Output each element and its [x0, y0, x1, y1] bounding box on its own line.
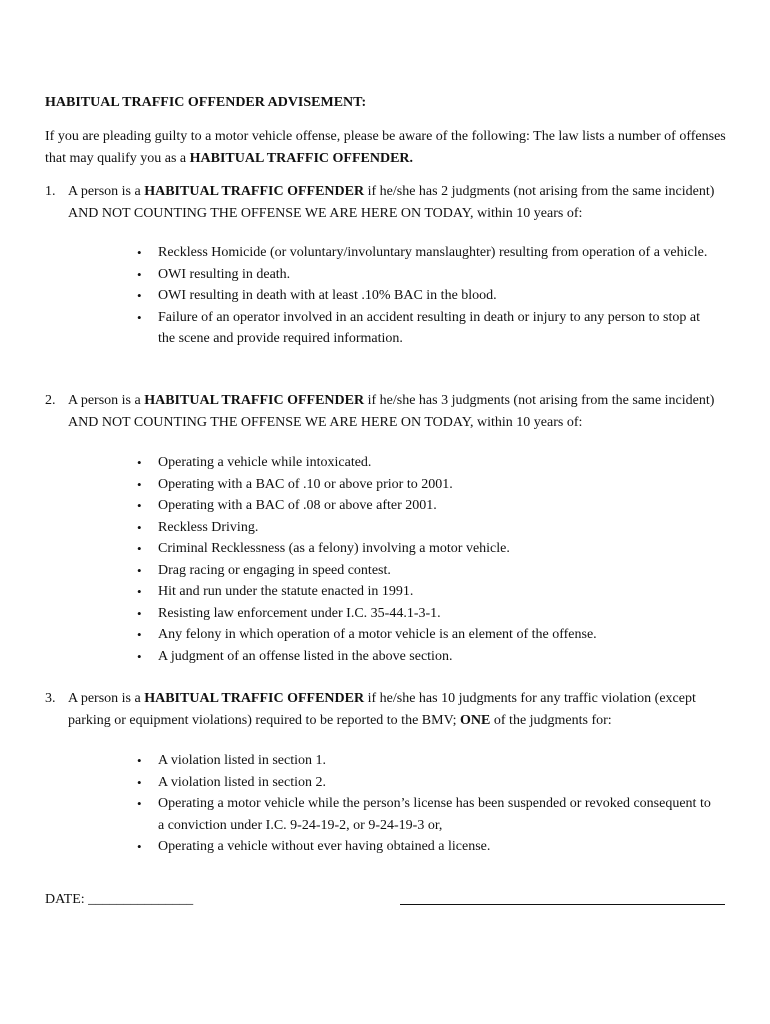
section-3-rest2: of the judgments for:: [490, 712, 612, 728]
bullet-icon: •: [137, 796, 142, 811]
list-item-text: A violation listed in section 1.: [158, 753, 326, 768]
list-item: [135, 517, 715, 539]
list-item: [135, 836, 715, 858]
bullet-icon: •: [137, 455, 142, 470]
list-item-text: Operating a motor vehicle while the person’s license has been suspended or revoked consequent to a conviction under I.C. 9-24-19-2, or 9-24-19-3 or,: [158, 796, 711, 833]
list-item-text: A judgment of an offense listed in the above section.: [158, 648, 453, 664]
section-1-bold: HABITUAL TRAFFIC OFFENDER: [144, 184, 365, 199]
list-item-text: Reckless Homicide (or voluntary/involuntary manslaughter) resulting from operation of a vehicle.: [158, 245, 708, 260]
bullet-icon: •: [137, 309, 142, 325]
list-item-text: Operating a vehicle while intoxicated.: [158, 455, 372, 470]
section-3-bold: HABITUAL TRAFFIC OFFENDER: [144, 691, 365, 706]
bullet-icon: •: [137, 288, 142, 303]
list-item-text: Reckless Driving.: [158, 519, 259, 535]
bullet-icon: •: [137, 753, 142, 768]
section-3-bold2: ONE: [460, 712, 491, 728]
bullet-icon: •: [137, 605, 142, 621]
list-item: [135, 624, 715, 646]
list-item: [135, 495, 715, 517]
section-3-rest: if he/she has 10 judgments for any traffic violation (except parking or equipment violations) required to be reported to the BMV;: [68, 691, 696, 728]
list-item: [135, 474, 715, 496]
list-item: [135, 603, 715, 625]
bullet-icon: •: [137, 245, 142, 260]
list-item-text: Drag racing or engaging in speed contest.: [158, 562, 391, 578]
bullet-icon: •: [137, 627, 142, 642]
section-2: [45, 390, 735, 433]
section-2-bold: HABITUAL TRAFFIC OFFENDER: [144, 393, 365, 408]
section-1: [45, 181, 735, 224]
list-item: [135, 581, 715, 603]
section-1-rest: if he/she has 2 judgments (not arising from the same incident) AND NOT COUNTING THE OFFENSE WE ARE HERE ON TODAY, within 10 years of:: [68, 184, 715, 221]
section-3-number: 3.: [45, 691, 56, 706]
list-item-text: Criminal Recklessness (as a felony) involving a motor vehicle.: [158, 541, 510, 556]
document-heading: HABITUAL TRAFFIC OFFENDER ADVISEMENT:: [45, 95, 367, 110]
list-item-text: Operating a vehicle without ever having obtained a license.: [158, 839, 491, 854]
section-3-prefix: A person is a: [68, 691, 145, 706]
bullet-icon: •: [137, 584, 142, 599]
list-item: [135, 452, 715, 474]
section-3: [45, 688, 735, 731]
list-item: [135, 750, 715, 772]
list-item-text: Failure of an operator involved in an accident resulting in death or injury to any person to stop at the scene and provide required information.: [158, 309, 700, 346]
list-item: [135, 560, 715, 582]
section-1-list: [135, 242, 715, 350]
section-1-number: 1.: [45, 184, 56, 199]
list-item: [135, 772, 715, 794]
intro-paragraph: [45, 126, 735, 169]
list-item-text: OWI resulting in death.: [158, 266, 291, 282]
list-item: [135, 793, 715, 836]
bullet-icon: •: [137, 774, 142, 790]
list-item-text: Operating with a BAC of .08 or above after 2001.: [158, 498, 437, 513]
bullet-icon: •: [137, 562, 142, 578]
signature-line[interactable]: [400, 904, 725, 905]
list-item-text: OWI resulting in death with at least .10% BAC in the blood.: [158, 288, 497, 303]
bullet-icon: •: [137, 519, 142, 535]
intro-text: If you are pleading guilty to a motor vehicle offense, please be aware of the following: The law lists a number of offenses that may qualify you as a: [45, 129, 726, 166]
bullet-icon: •: [137, 476, 142, 492]
section-2-prefix: A person is a: [68, 393, 145, 408]
list-item: [135, 264, 715, 286]
list-item: [135, 285, 715, 307]
bullet-icon: •: [137, 266, 142, 282]
list-item-text: Any felony in which operation of a motor vehicle is an element of the offense.: [158, 627, 597, 642]
list-item: [135, 646, 715, 668]
bullet-icon: •: [137, 498, 142, 513]
bullet-icon: •: [137, 839, 142, 854]
list-item-text: A violation listed in section 2.: [158, 774, 326, 790]
section-1-prefix: A person is a: [68, 184, 145, 199]
section-3-list: [135, 750, 715, 858]
intro-bold: HABITUAL TRAFFIC OFFENDER.: [189, 150, 414, 166]
list-item-text: Hit and run under the statute enacted in 1991.: [158, 584, 414, 599]
bullet-icon: •: [137, 648, 142, 664]
section-2-number: 2.: [45, 393, 56, 408]
list-item: [135, 307, 715, 350]
date-field[interactable]: DATE: _______________: [45, 892, 194, 907]
list-item: [135, 538, 715, 560]
bullet-icon: •: [137, 541, 142, 556]
list-item-text: Operating with a BAC of .10 or above prior to 2001.: [158, 476, 453, 492]
section-2-list: [135, 452, 715, 667]
section-2-rest: if he/she has 3 judgments (not arising from the same incident) AND NOT COUNTING THE OFFENSE WE ARE HERE ON TODAY, within 10 years of:: [68, 393, 715, 430]
list-item-text: Resisting law enforcement under I.C. 35-44.1-3-1.: [158, 605, 441, 621]
list-item: [135, 242, 715, 264]
